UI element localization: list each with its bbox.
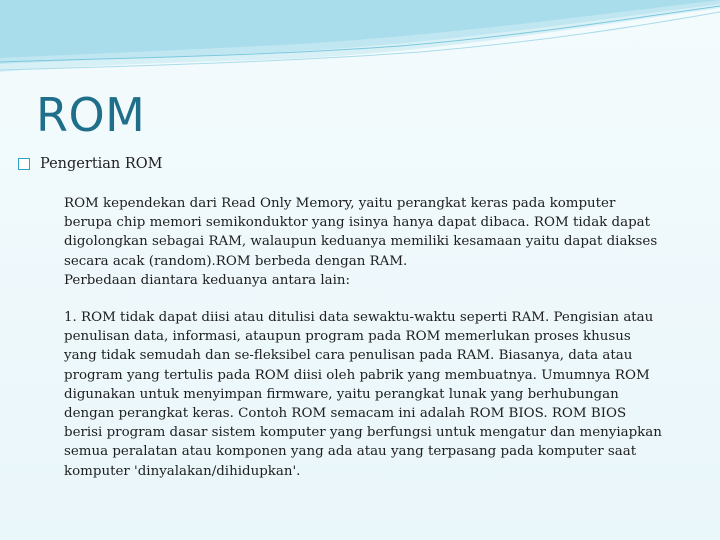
paragraph-line: secara acak (random).ROM berbeda dengan RAM. [64,253,408,269]
paragraph-line: semua peralatan atau komponen yang ada atau yang terpasang pada komputer saat [64,444,637,460]
square-bullet-icon [18,158,30,170]
paragraph-line: digunakan untuk menyimpan firmware, yaitu perangkat lunak yang berhubungan [64,386,619,402]
paragraph-line: komputer 'dinyalakan/dihidupkan'. [64,463,301,479]
paragraph-line: Perbedaan diantara keduanya antara lain: [64,272,351,288]
header-wave-decoration [0,0,720,90]
paragraph-gap [64,290,684,308]
bullet-heading: Pengertian ROM [40,156,163,172]
paragraph-line: berisi program dasar sistem komputer yang berfungsi untuk mengatur dan menyiapkan [64,425,662,441]
paragraph-line: program yang tertulis pada ROM diisi oleh pabrik yang membuatnya. Umumnya ROM [64,367,650,383]
paragraph-line: 1. ROM tidak dapat diisi atau ditulisi data sewaktu-waktu seperti RAM. Pengisian atau [64,310,654,326]
paragraph-line: dengan perangkat keras. Contoh ROM semacam ini adalah ROM BIOS. ROM BIOS [64,406,627,422]
paragraph-line: penulisan data, informasi, ataupun program pada ROM memerlukan proses khusus [64,329,631,345]
paragraph-line: ROM kependekan dari Read Only Memory, yaitu perangkat keras pada komputer [64,196,616,211]
body-text [64,194,684,481]
paragraph-line: berupa chip memori semikonduktor yang isinya hanya dapat dibaca. ROM tidak dapat [64,215,651,231]
slide-title: ROM [36,88,146,142]
paragraph-line: yang tidak semudah dan se-fleksibel cara penulisan pada RAM. Biasanya, data atau [64,348,633,364]
paragraph-line: digolongkan sebagai RAM, walaupun keduanya memiliki kesamaan yaitu dapat diakses [64,234,658,250]
bullet-item [18,156,163,172]
